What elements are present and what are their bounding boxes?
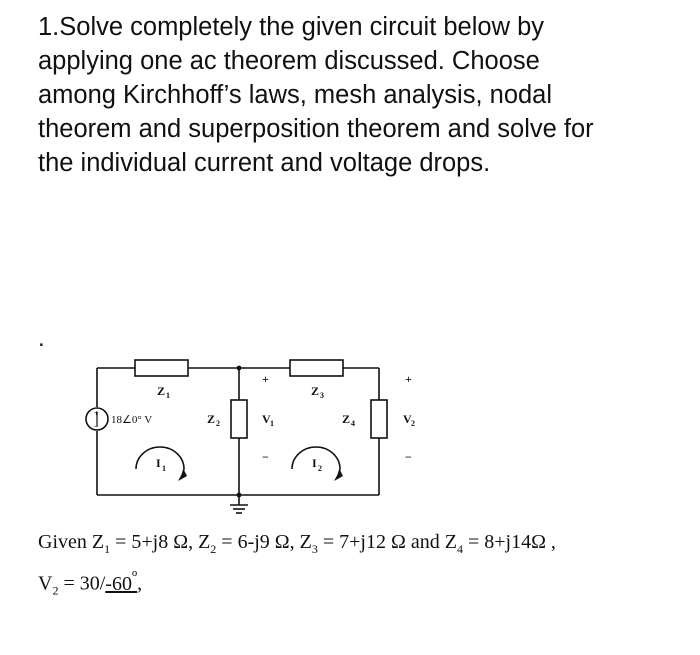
z2-label: Z — [207, 412, 216, 426]
given-intro: Given Z — [38, 531, 105, 553]
z3-subscript: 3 — [311, 542, 318, 556]
v1-minus: − — [262, 450, 269, 464]
source-minus: − — [94, 422, 99, 431]
source-plus: + — [94, 409, 99, 418]
question-line: theorem and superposition theorem and solve for — [38, 115, 594, 143]
v2-annotation — [395, 345, 435, 475]
v2-plus: + — [405, 372, 412, 386]
z3-label: Z — [311, 384, 320, 398]
z1-resistor — [135, 360, 188, 376]
v2-minus: − — [405, 450, 412, 464]
z3-value: = 7+j12 Ω and Z — [317, 531, 457, 553]
v2-sub: 2 — [411, 419, 415, 428]
v2-end: , — [137, 572, 143, 595]
given-line-2 — [38, 563, 688, 605]
z4-label: Z — [342, 412, 351, 426]
z1-subscript: 1 — [104, 542, 111, 556]
z4-subscript: 4 — [456, 542, 463, 556]
question-line: among Kirchhoff’s laws, mesh analysis, nodal — [38, 81, 553, 109]
bullet-dot: . — [38, 325, 45, 352]
v2-label: V — [403, 412, 412, 426]
i2-label: I — [312, 456, 317, 470]
z2-resistor — [231, 400, 247, 438]
v2-subscript: 2 — [52, 583, 59, 598]
given-values — [38, 528, 688, 605]
z2-value: = 6-j9 Ω, Z — [216, 531, 312, 553]
z4-resistor — [371, 400, 387, 438]
z1-sub: 1 — [166, 391, 170, 400]
v1-sub: 1 — [270, 419, 274, 428]
z2-sub: 2 — [216, 419, 220, 428]
node-dot — [237, 493, 242, 498]
v1-plus: + — [262, 372, 269, 386]
z1-value: = 5+j8 Ω, Z — [110, 531, 211, 553]
question-text — [38, 10, 678, 180]
i1-sub: 1 — [162, 464, 166, 473]
i1-label: I — [156, 456, 161, 470]
i2-sub: 2 — [318, 464, 322, 473]
v2-degree: º — [131, 567, 138, 586]
given-line-1 — [38, 528, 688, 563]
source-label: 18∠0° V — [111, 414, 153, 426]
z1-label: Z — [157, 384, 166, 398]
question-line: applying one ac theorem discussed. Choose — [38, 47, 540, 75]
node-dot — [237, 366, 242, 371]
z4-value: = 8+j14Ω , — [462, 531, 556, 553]
v1-label: V — [262, 412, 271, 426]
z2-subscript: 2 — [210, 542, 217, 556]
v2-symbol: V — [38, 572, 53, 595]
circuit-diagram — [80, 345, 400, 520]
question-line: 1.Solve completely the given circuit below by — [38, 13, 545, 41]
v2-equals: = 30/ — [58, 572, 106, 595]
v2-angle: -60 — [105, 572, 132, 595]
question-line: the individual current and voltage drops. — [38, 149, 491, 177]
z3-sub: 3 — [320, 391, 324, 400]
z4-sub: 4 — [351, 419, 355, 428]
z3-resistor — [290, 360, 343, 376]
